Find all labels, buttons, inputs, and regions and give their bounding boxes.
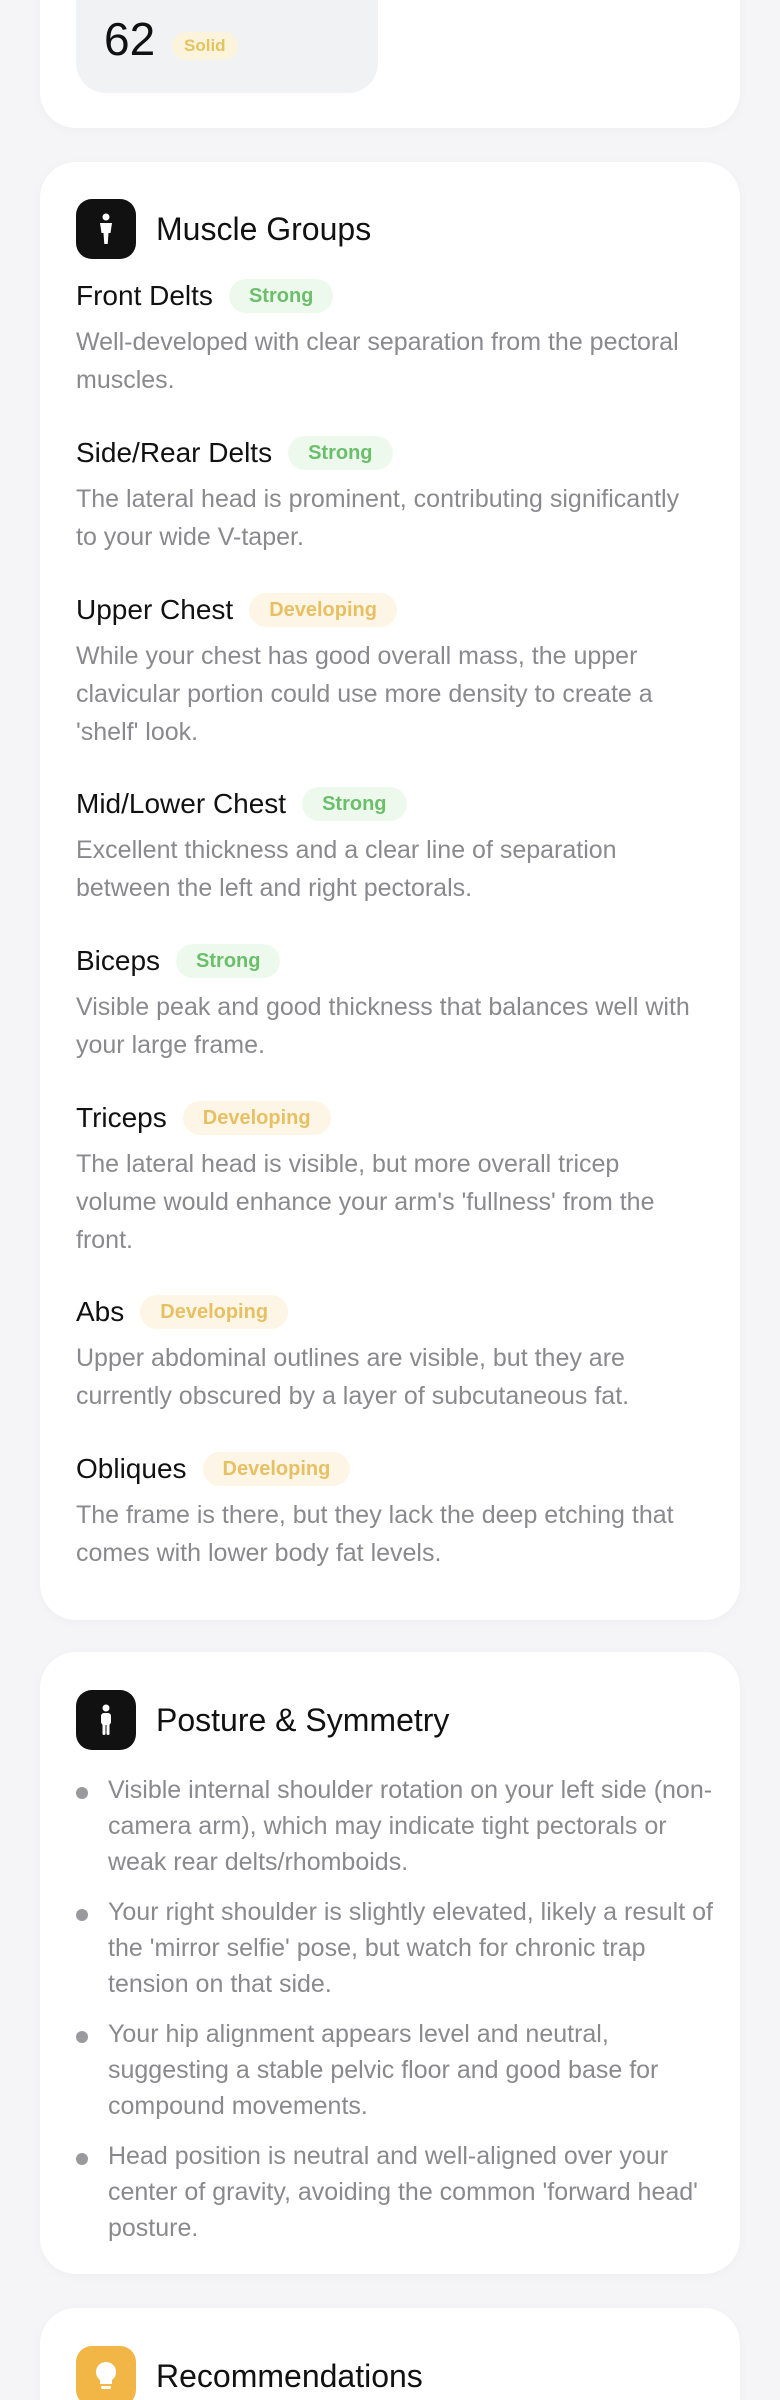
muscle-description: Upper abdominal outlines are visible, but they are currently obscured by a layer of subcutaneous fat. [76, 1344, 630, 1410]
muscle-description: Excellent thickness and a clear line of separation between the left and right pectorals. [76, 836, 617, 902]
muscle-name: Abs [76, 1296, 125, 1327]
status-badge: Strong [302, 787, 406, 821]
lightbulb-icon [76, 2346, 136, 2400]
status-badge: Strong [176, 944, 280, 978]
person-icon [76, 1690, 136, 1750]
muscle-description: The frame is there, but they lack the deep etching that comes with lower body fat levels. [76, 1501, 674, 1567]
muscle-description: The lateral head is visible, but more overall tricep volume would enhance your arm's 'fullness' from the front. [76, 1150, 655, 1254]
muscle-description: While your chest has good overall mass, the upper clavicular portion could use more density to create a 'shelf' look. [76, 642, 653, 746]
muscle-item-abs [76, 1295, 706, 1415]
status-badge: Developing [203, 1452, 351, 1486]
muscle-item-biceps [76, 944, 706, 1064]
muscle-name: Side/Rear Delts [76, 437, 273, 468]
posture-symmetry-card [40, 1652, 740, 2274]
muscle-item-obliques [76, 1452, 706, 1572]
muscle-name: Mid/Lower Chest [76, 788, 287, 819]
status-badge: Developing [183, 1101, 331, 1135]
score-card [40, 0, 740, 128]
recommendations-title: Recommendations [156, 2357, 423, 2394]
muscle-description: Well-developed with clear separation from the pectoral muscles. [76, 328, 679, 394]
status-badge: Strong [288, 436, 392, 470]
list-item: Your hip alignment appears level and neutral, suggesting a stable pelvic floor and good base for compound movements. [76, 2016, 716, 2124]
status-badge: Strong [229, 279, 333, 313]
muscle-description: Visible peak and good thickness that balances well with your large frame. [76, 993, 690, 1059]
score-box [76, 0, 378, 93]
score-value: 62 [104, 13, 156, 65]
list-item: Head position is neutral and well-aligned over your center of gravity, avoiding the common 'forward head' posture. [76, 2138, 716, 2246]
muscle-name: Biceps [76, 945, 161, 976]
muscle-name: Upper Chest [76, 594, 234, 625]
muscle-item-triceps [76, 1101, 706, 1259]
muscle-groups-title: Muscle Groups [156, 210, 372, 247]
muscle-name: Front Delts [76, 280, 213, 311]
muscle-item-upper-chest [76, 593, 706, 751]
status-badge: Developing [140, 1295, 288, 1329]
posture-list [76, 1772, 716, 2260]
status-badge: Developing [249, 593, 397, 627]
muscle-description: The lateral head is prominent, contributing significantly to your wide V-taper. [76, 485, 680, 551]
muscle-name: Obliques [76, 1453, 187, 1484]
person-standing-icon [76, 199, 136, 259]
muscle-item-front-delts [76, 279, 706, 399]
recommendations-card [40, 2308, 740, 2400]
muscle-item-side-rear-delts [76, 436, 706, 556]
posture-title: Posture & Symmetry [156, 1701, 450, 1738]
recommendations-header [76, 2346, 423, 2400]
muscle-groups-header [76, 199, 371, 259]
list-item: Visible internal shoulder rotation on your left side (non-camera arm), which may indicate tight pectorals or weak rear delts/rhomboids. [76, 1772, 716, 1880]
posture-header [76, 1690, 449, 1750]
muscle-name: Triceps [76, 1102, 167, 1133]
score-badge: Solid [172, 32, 238, 60]
muscle-groups-card [40, 162, 740, 1620]
list-item: Your right shoulder is slightly elevated, likely a result of the 'mirror selfie' pose, but watch for chronic trap tension on that side. [76, 1894, 716, 2002]
muscle-item-mid-lower-chest [76, 787, 706, 907]
